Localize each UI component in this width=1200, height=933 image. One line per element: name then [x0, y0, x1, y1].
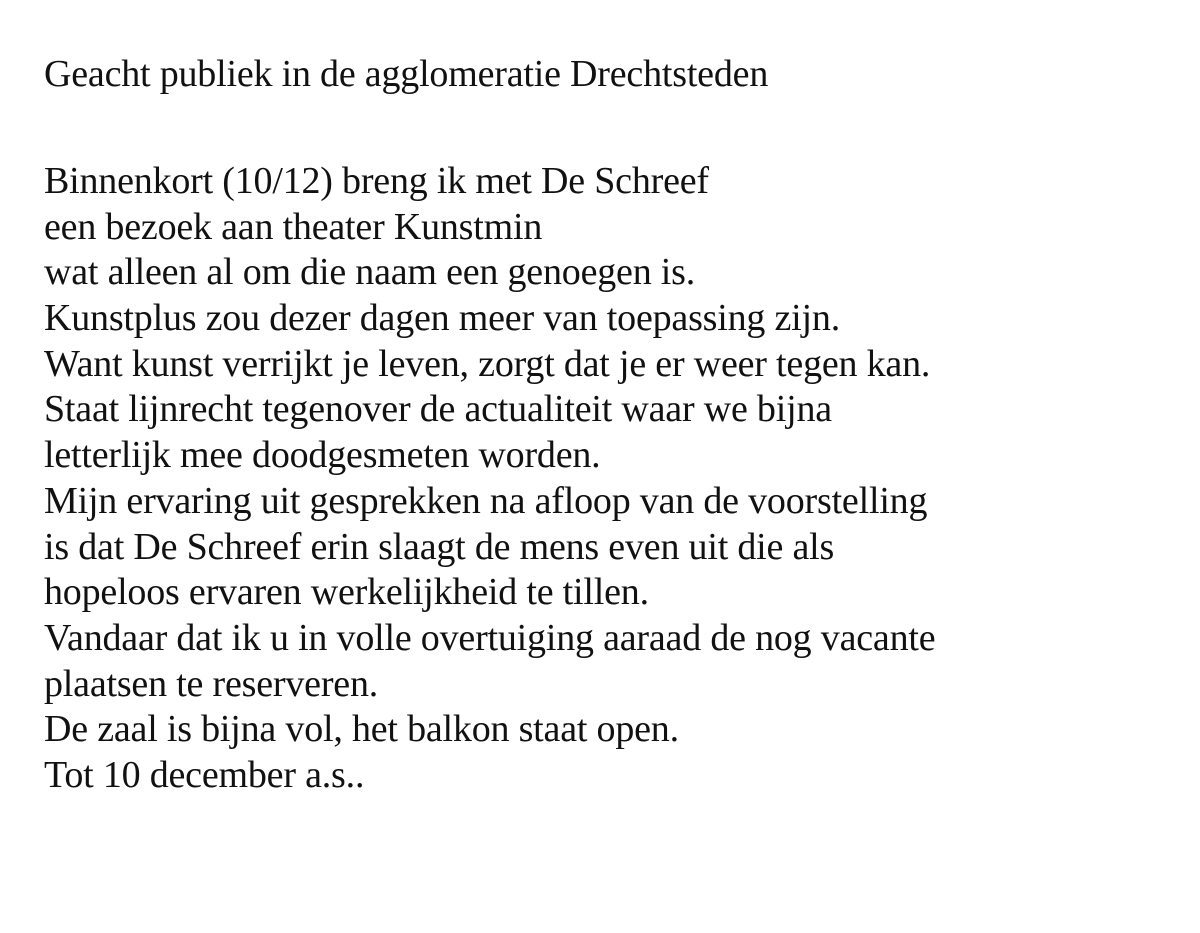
- letter-line: Staat lijnrecht tegenover de actualiteit waar we bijna: [44, 388, 832, 431]
- letter-line: De zaal is bijna vol, het balkon staat open.: [44, 708, 679, 751]
- letter-salutation: Geacht publiek in de agglomeratie Drechtsteden: [44, 53, 769, 95]
- letter-line: Mijn ervaring uit gesprekken na afloop van de voorstelling: [44, 479, 928, 522]
- letter-line: Binnenkort (10/12) breng ik met De Schreef: [44, 160, 709, 202]
- letter-line: letterlijk mee doodgesmeten worden.: [44, 434, 601, 477]
- letter-line: Want kunst verrijkt je leven, zorgt dat je er weer tegen kan.: [44, 342, 931, 385]
- letter-line: Kunstplus zou dezer dagen meer van toepassing zijn.: [44, 297, 841, 340]
- letter-body: [44, 159, 935, 799]
- letter-line: wat alleen al om die naam een genoegen is.: [44, 251, 696, 294]
- letter-line: Tot 10 december a.s..: [44, 753, 365, 796]
- letter-line: Vandaar dat ik u in volle overtuiging aaraad de nog vacante: [44, 616, 936, 659]
- letter-line: plaatsen te reserveren.: [44, 662, 379, 705]
- letter-line: is dat De Schreef erin slaagt de mens even uit die als: [44, 525, 835, 568]
- letter-line: een bezoek aan theater Kunstmin: [44, 205, 543, 248]
- letter-line: hopeloos ervaren werkelijkheid te tillen.: [44, 571, 649, 614]
